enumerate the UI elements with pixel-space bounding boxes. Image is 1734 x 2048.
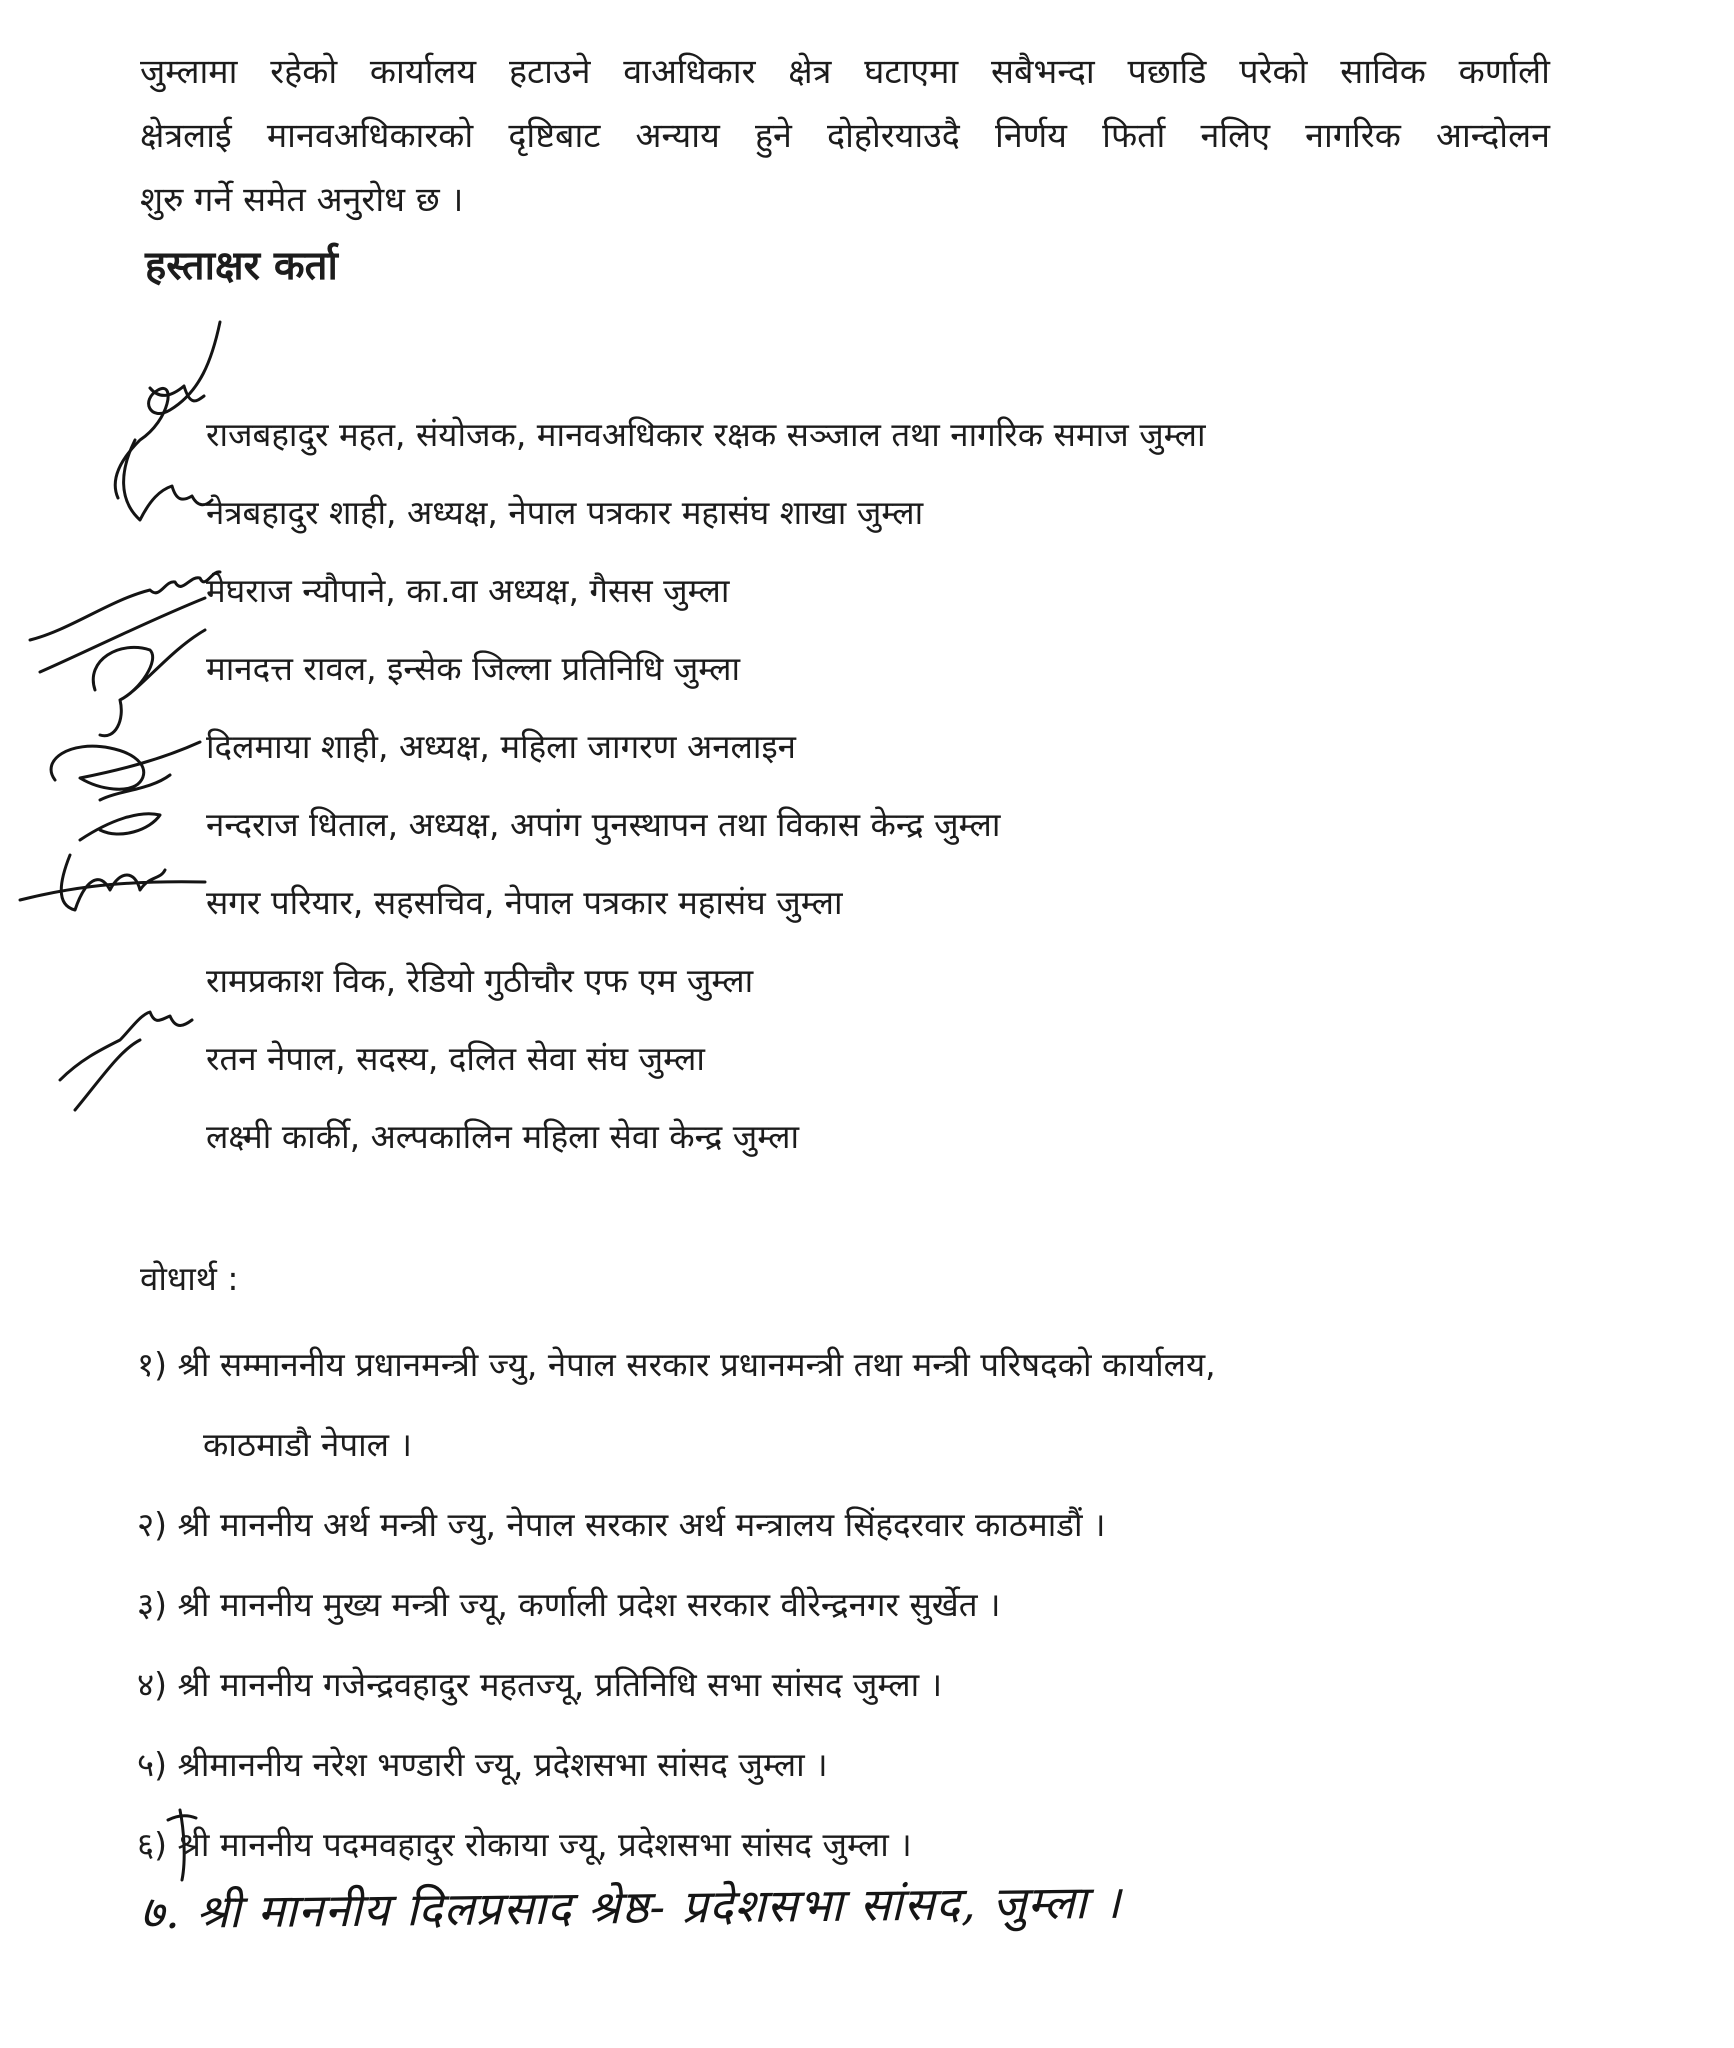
signature-mark xyxy=(80,814,160,840)
recipient-item: काठमाडौ नेपाल । xyxy=(203,1425,413,1464)
signatory-item: रतन नेपाल, सदस्य, दलित सेवा संघ जुम्ला xyxy=(206,1039,705,1078)
intro-line: शुरु गर्ने समेत अनुरोध छ । xyxy=(140,180,464,220)
recipient-item: ५) श्रीमाननीय नरेश भण्डारी ज्यू, प्रदेशसभा सांसद जुम्ला । xyxy=(137,1745,828,1784)
signatory-item: नेत्रबहादुर शाही, अध्यक्ष, नेपाल पत्रकार महासंघ शाखा जुम्ला xyxy=(206,493,924,532)
signature-mark xyxy=(124,440,212,520)
signatory-item: रामप्रकाश विक, रेडियो गुठीचौर एफ एम जुम्ला xyxy=(206,961,754,1000)
recipient-item: ३) श्री माननीय मुख्य मन्त्री ज्यू, कर्णाली प्रदेश सरकार वीरेन्द्रनगर सुर्खेत । xyxy=(137,1585,1001,1624)
signatory-item: दिलमाया शाही, अध्यक्ष, महिला जागरण अनलाइन xyxy=(206,727,796,766)
intro-line: क्षेत्रलाई मानवअधिकारको दृष्टिबाट अन्याय हुने दोहोरयाउदै निर्णय फिर्ता नलिए नागरिक आन्दोलन xyxy=(140,116,1550,156)
signatory-item: मानदत्त रावल, इन्सेक जिल्ला प्रतिनिधि जुम्ला xyxy=(206,649,741,688)
recipient-item: २) श्री माननीय अर्थ मन्त्री ज्यु, नेपाल सरकार अर्थ मन्त्रालय सिंहदरवार काठमाडौं । xyxy=(137,1505,1106,1544)
signatory-item: लक्ष्मी कार्की, अल्पकालिन महिला सेवा केन्द्र जुम्ला xyxy=(206,1117,800,1156)
signature-mark xyxy=(30,572,220,640)
signatories-heading: हस्ताक्षर कर्ता xyxy=(145,243,338,289)
recipient-list xyxy=(137,1325,1637,1885)
signature-mark xyxy=(93,630,205,736)
recipient-item: १) श्री सम्माननीय प्रधानमन्त्री ज्यु, नेपाल सरकार प्रधानमन्त्री तथा मन्त्री परिषदको कार्यालय, xyxy=(137,1345,1216,1384)
intro-paragraph xyxy=(140,40,1550,232)
signature-mark xyxy=(40,598,205,672)
signatory-item: राजबहादुर महत, संयोजक, मानवअधिकार रक्षक सञ्जाल तथा नागरिक समाज जुम्ला xyxy=(206,415,1206,454)
signatory-item: नन्दराज धिताल, अध्यक्ष, अपांग पुनस्थापन तथा विकास केन्द्र जुम्ला xyxy=(206,805,1001,844)
recipient-item: ६) श्री माननीय पदमवहादुर रोकाया ज्यू, प्रदेशसभा सांसद जुम्ला । xyxy=(137,1825,912,1864)
intro-line: जुम्लामा रहेको कार्यालय हटाउने वाअधिकार क्षेत्र घटाएमा सबैभन्दा पछाडि परेको साविक कर्णाली xyxy=(140,52,1550,92)
signatory-item: सगर परियार, सहसचिव, नेपाल पत्रकार महासंघ जुम्ला xyxy=(206,883,843,922)
signatory-item: मेघराज न्यौपाने, का.वा अध्यक्ष, गैसस जुम्ला xyxy=(206,571,730,610)
signature-mark xyxy=(60,1012,192,1110)
signature-mark xyxy=(51,742,200,800)
signatory-list xyxy=(206,396,1206,1176)
signature-mark xyxy=(115,322,220,498)
bodhartha-label: वोधार्थ : xyxy=(140,1259,239,1298)
recipient-item: ४) श्री माननीय गजेन्द्रवहादुर महतज्यू, प्रतिनिधि सभा सांसद जुम्ला । xyxy=(137,1665,943,1704)
handwritten-recipient-line: ७. श्री माननीय दिलप्रसाद श्रेष्ठ- प्रदेशसभा सांसद, जुम्ला । xyxy=(139,1874,1122,1940)
signature-mark xyxy=(20,855,205,910)
